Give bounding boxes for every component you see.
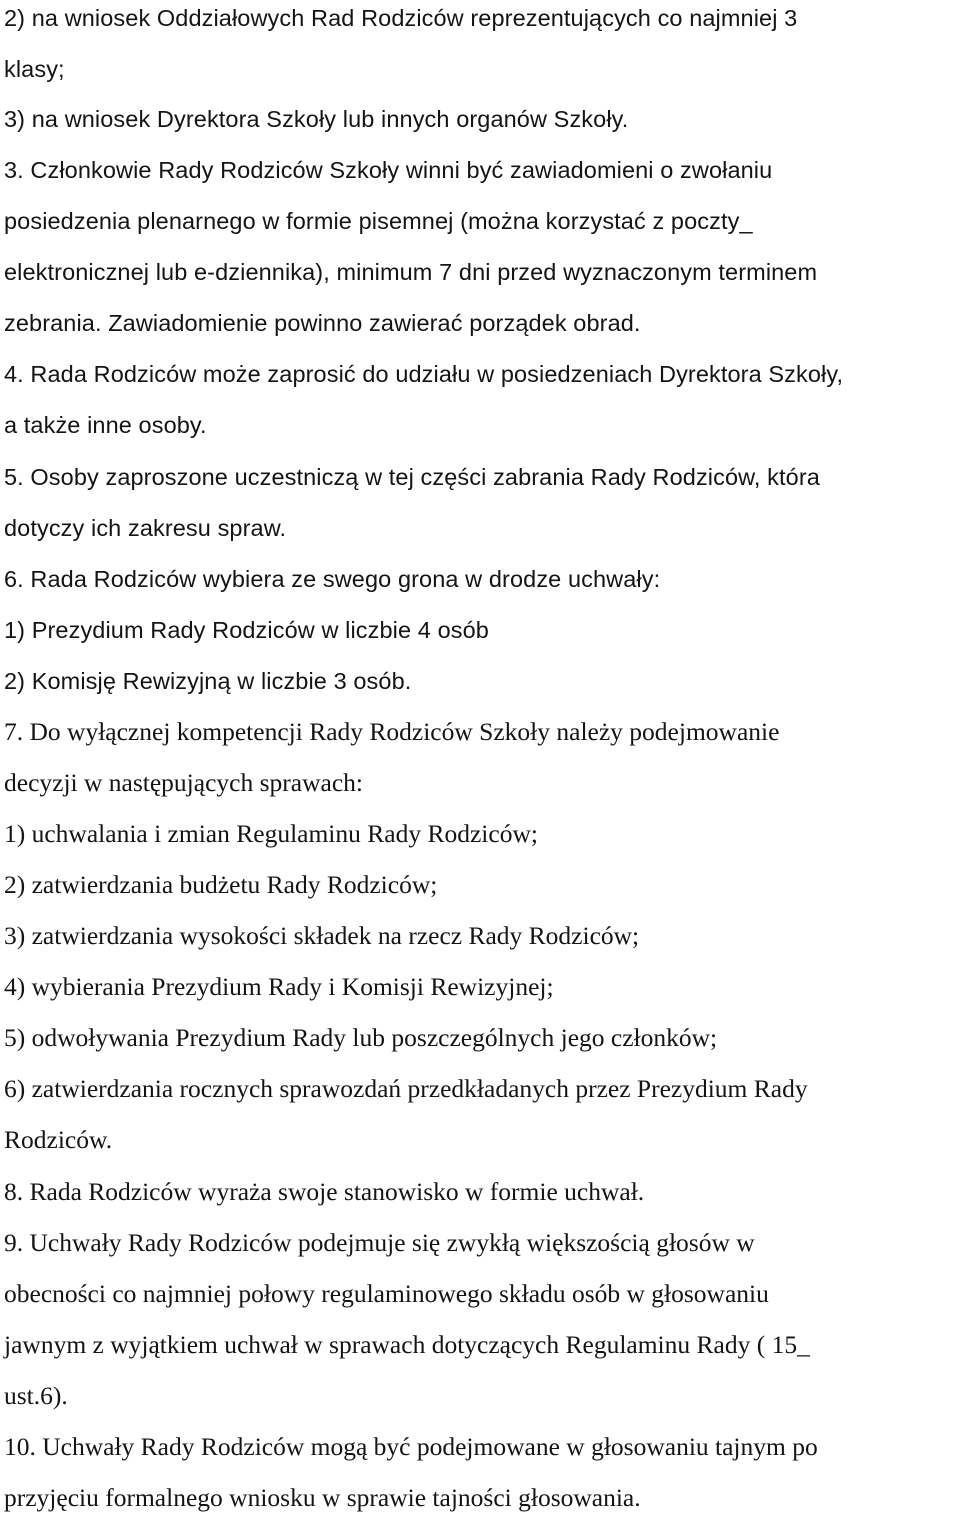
text-line: 6) zatwierdzania rocznych sprawozdań przedkładanych przez Prezydium Rady [4, 1074, 808, 1103]
text-line: przyjęciu formalnego wniosku w sprawie tajności głosowania. [4, 1483, 641, 1512]
text-line: 1) Prezydium Rady Rodziców w liczbie 4 osób [4, 617, 489, 643]
text-line: 3) na wniosek Dyrektora Szkoły lub innych organów Szkoły. [4, 106, 629, 132]
text-line: 10. Uchwały Rady Rodziców mogą być podejmowane w głosowaniu tajnym po [4, 1432, 818, 1461]
text-line: zebrania. Zawiadomienie powinno zawierać porządek obrad. [4, 310, 641, 336]
text-line: obecności co najmniej połowy regulaminowego składu osób w głosowaniu [4, 1279, 769, 1308]
text-line: decyzji w następujących sprawach: [4, 768, 363, 797]
text-line: 2) Komisję Rewizyjną w liczbie 3 osób. [4, 668, 412, 694]
text-line: 4) wybierania Prezydium Rady i Komisji Rewizyjnej; [4, 972, 554, 1001]
text-line: jawnym z wyjątkiem uchwał w sprawach dotyczących Regulaminu Rady ( 15_ [4, 1330, 810, 1359]
text-line: dotyczy ich zakresu spraw. [4, 515, 287, 541]
text-line: 8. Rada Rodziców wyraża swoje stanowisko w formie uchwał. [4, 1177, 645, 1206]
text-line: 9. Uchwały Rady Rodziców podejmuje się zwykłą większością głosów w [4, 1228, 755, 1257]
text-line: posiedzenia plenarnego w formie pisemnej (można korzystać z poczty_ [4, 208, 753, 234]
text-line: 6. Rada Rodziców wybiera ze swego grona w drodze uchwały: [4, 566, 661, 592]
text-line: a także inne osoby. [4, 412, 207, 438]
text-line: 5. Osoby zaproszone uczestniczą w tej części zabrania Rady Rodziców, która [4, 464, 820, 490]
text-line: 5) odwoływania Prezydium Rady lub poszczególnych jego członków; [4, 1023, 718, 1052]
text-line: elektronicznej lub e-dziennika), minimum 7 dni przed wyznaczonym terminem [4, 259, 818, 285]
text-line: 3. Członkowie Rady Rodziców Szkoły winni być zawiadomieni o zwołaniu [4, 157, 773, 183]
text-line: 2) zatwierdzania budżetu Rady Rodziców; [4, 870, 438, 899]
text-line: Rodziców. [4, 1125, 113, 1154]
text-line: ust.6). [4, 1381, 68, 1410]
text-line: 2) na wniosek Oddziałowych Rad Rodziców reprezentujących co najmniej 3 [4, 5, 798, 31]
text-line: 1) uchwalania i zmian Regulaminu Rady Rodziców; [4, 819, 538, 848]
text-line: 3) zatwierdzania wysokości składek na rzecz Rady Rodziców; [4, 921, 640, 950]
text-line: klasy; [4, 56, 65, 82]
text-line: 4. Rada Rodziców może zaprosić do udziału w posiedzeniach Dyrektora Szkoły, [4, 361, 844, 387]
text-line: 7. Do wyłącznej kompetencji Rady Rodziców Szkoły należy podejmowanie [4, 717, 780, 746]
